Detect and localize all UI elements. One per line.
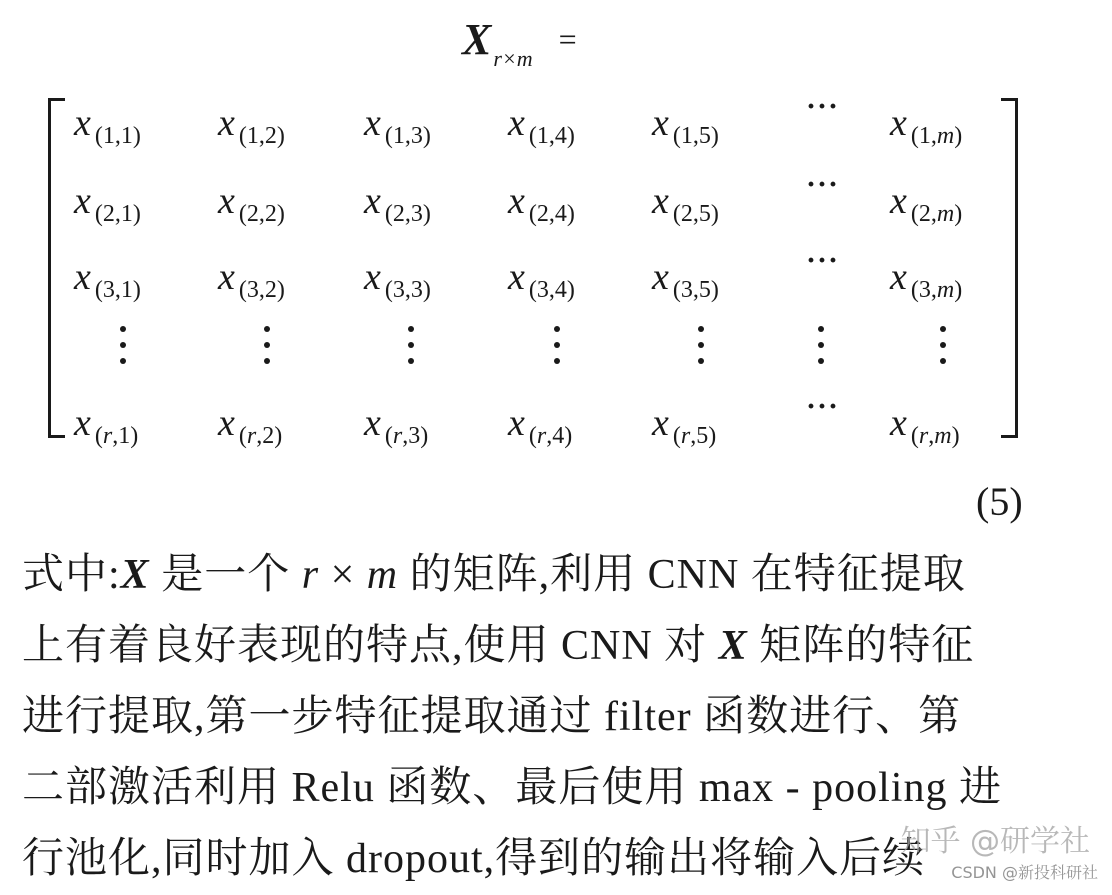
matrix-entry: x $_{(3,m)}$: [890, 256, 963, 303]
matrix-entry: x $_{(1,m)}$: [890, 102, 963, 149]
matrix-entry: x $_{(1,1)}$: [74, 102, 141, 149]
matrix-left-bracket: [48, 98, 65, 438]
matrix-entry: x $_{(2,m)}$: [890, 180, 963, 227]
vertical-ellipsis: [264, 326, 272, 370]
zhihu-watermark: 知乎 @研学社: [900, 824, 1090, 859]
matrix-entry: x $_{(r,1)}$: [74, 402, 139, 449]
matrix-entry: x $_{(3,3)}$: [364, 256, 431, 303]
matrix-entry: x $_{(r,2)}$: [218, 402, 283, 449]
matrix-entry: x $_{(3,4)}$: [508, 256, 575, 303]
horizontal-ellipsis: ···: [806, 390, 840, 423]
matrix-entry: x $_{(3,5)}$: [652, 256, 719, 303]
equals-sign: =: [558, 21, 577, 57]
horizontal-ellipsis: ···: [806, 244, 840, 277]
horizontal-ellipsis: ···: [806, 90, 840, 123]
matrix-entry: x $_{(2,3)}$: [364, 180, 431, 227]
matrix-entry: x $_{(3,2)}$: [218, 256, 285, 303]
matrix-right-bracket: [1001, 98, 1018, 438]
matrix: [48, 90, 1018, 449]
vertical-ellipsis: [408, 326, 416, 370]
matrix-entry: x $_{(1,5)}$: [652, 102, 719, 149]
matrix-dimension-subscript: r×m: [493, 46, 533, 71]
paragraph-line-4: 二部激活利用 Relu 函数、最后使用 max - pooling 进: [22, 765, 1002, 811]
matrix-entry: x $_{(r,m)}$: [890, 402, 960, 449]
csdn-watermark: CSDN @新投科研社: [951, 863, 1098, 882]
matrix-entry: x $_{(2,4)}$: [508, 180, 575, 227]
paragraph-line-5: 行池化,同时加入 dropout,得到的输出将输入后续: [22, 836, 926, 882]
vertical-ellipsis: [120, 326, 128, 370]
matrix-entry: x $_{(1,4)}$: [508, 102, 575, 149]
matrix-entry: x $_{(1,2)}$: [218, 102, 285, 149]
matrix-entry: x $_{(r,3)}$: [364, 402, 429, 449]
matrix-entry: x $_{(2,1)}$: [74, 180, 141, 227]
vertical-ellipsis: [698, 326, 706, 370]
equation-number: (5): [976, 479, 1023, 524]
paragraph-line-1: 式中:X 是一个 r × m 的矩阵,利用 CNN 在特征提取: [22, 552, 966, 598]
vertical-ellipsis: [940, 326, 948, 370]
horizontal-ellipsis: ···: [806, 168, 840, 201]
vertical-ellipsis: [818, 326, 826, 370]
matrix-entry: x $_{(2,2)}$: [218, 180, 285, 227]
matrix-entry: x $_{(1,3)}$: [364, 102, 431, 149]
paragraph-line-3: 进行提取,第一步特征提取通过 filter 函数进行、第: [22, 694, 962, 740]
matrix-entry: x $_{(2,5)}$: [652, 180, 719, 227]
vertical-ellipsis: [554, 326, 562, 370]
paragraph-line-2: 上有着良好表现的特点,使用 CNN 对 X 矩阵的特征: [22, 623, 975, 669]
matrix-entry: x $_{(r,4)}$: [508, 402, 573, 449]
matrix-entry: x $_{(3,1)}$: [74, 256, 141, 303]
matrix-entry: x $_{(r,5)}$: [652, 402, 717, 449]
equation-lhs: [462, 15, 577, 78]
matrix-symbol: X: [462, 15, 492, 64]
